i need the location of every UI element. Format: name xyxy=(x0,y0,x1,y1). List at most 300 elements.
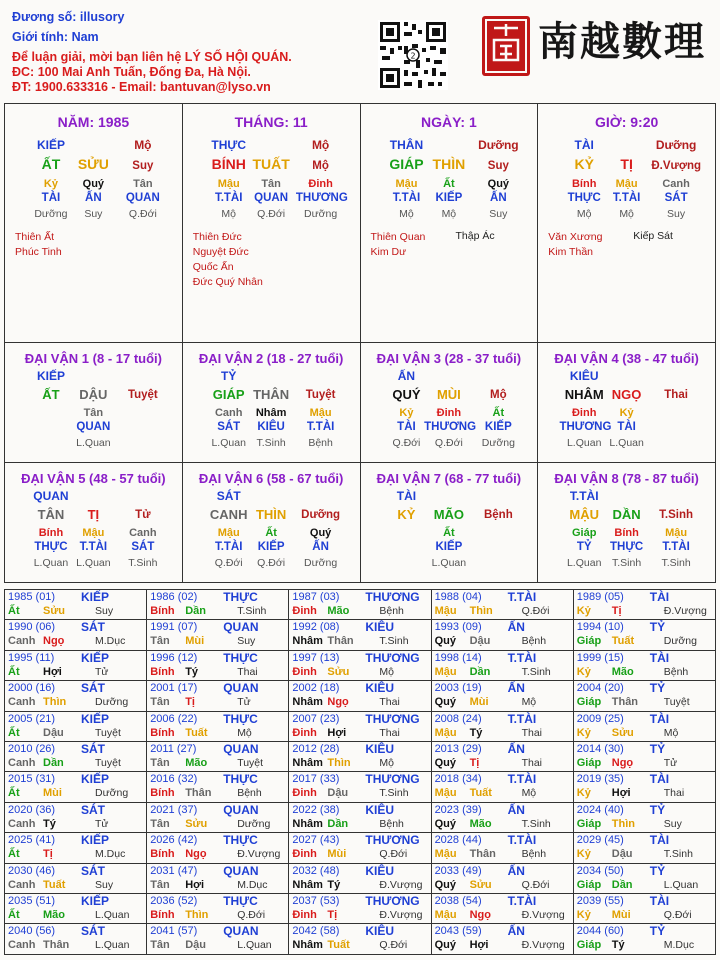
luu-nien-cell xyxy=(431,863,573,893)
luu-nien-cell xyxy=(289,802,431,832)
year-stem: Canh xyxy=(8,939,36,952)
dai-van-god: ẤN xyxy=(397,369,416,383)
dai-van-branch: DẦN xyxy=(612,507,641,522)
year-label: 2014 (30) xyxy=(576,743,624,756)
dai-van-god: T.TÀI xyxy=(569,489,599,503)
dai-van-2 xyxy=(182,343,360,463)
year-phase: T.Sinh xyxy=(663,848,693,861)
year-phase: Mộ xyxy=(237,726,252,739)
hidden-god: ẤN xyxy=(85,192,102,204)
year-stem: Tân xyxy=(150,696,170,709)
year-stem: Nhâm xyxy=(292,635,323,648)
year-branch: Hợi xyxy=(185,878,205,891)
luu-nien-cell xyxy=(5,590,147,620)
hidden-god: KIẾP xyxy=(435,541,463,553)
year-stem: Quý xyxy=(434,696,456,709)
dai-van-8 xyxy=(538,463,716,583)
luu-nien-cell xyxy=(573,650,715,680)
luu-nien-cell xyxy=(431,924,573,955)
year-stem: Mậu xyxy=(434,726,457,739)
year-branch: Thân xyxy=(43,939,70,952)
dai-van-title: ĐẠI VẬN 4 (38 - 47 tuổi) xyxy=(554,351,699,366)
luu-nien-cell xyxy=(5,711,147,741)
year-phase: Tuyệt xyxy=(95,726,121,739)
gioi-tinh: Giới tính: Nam xyxy=(12,30,99,44)
year-god: THỰC xyxy=(223,711,258,726)
year-phase: M.Dục xyxy=(95,635,126,648)
year-label: 1997 (13) xyxy=(292,651,340,664)
year-stem: Nhâm xyxy=(292,817,323,830)
pillar-state: Mộ xyxy=(134,138,152,152)
year-god: ẤN xyxy=(507,742,525,757)
year-phase: Mộ xyxy=(521,787,537,800)
year-label: 2037 (53) xyxy=(292,895,340,908)
year-phase: Dưỡng xyxy=(237,817,271,830)
dai-van-god: KIÊU xyxy=(569,369,599,383)
year-god: THƯƠNG xyxy=(365,650,420,665)
luu-nien-cell xyxy=(289,894,431,924)
luu-nien-cell xyxy=(147,681,289,711)
hidden-stem: Mậu xyxy=(217,178,240,190)
hidden-phase: Q.Đới xyxy=(128,208,157,220)
year-label: 2017 (33) xyxy=(292,773,340,786)
year-stem: Tân xyxy=(150,939,170,952)
year-god: QUAN xyxy=(223,681,259,696)
year-god: THƯƠNG xyxy=(365,894,420,909)
year-phase: Đ.Vượng xyxy=(521,909,565,922)
year-stem: Canh xyxy=(8,757,36,770)
year-stem: Đinh xyxy=(292,665,317,678)
luu-nien-table xyxy=(4,589,716,955)
hidden-god: KIÊU xyxy=(257,421,285,433)
year-stem: Tân xyxy=(150,817,170,830)
year-stem: Mậu xyxy=(434,909,457,922)
hidden-phase: Mộ xyxy=(221,208,236,220)
year-stem: Đinh xyxy=(292,605,317,617)
hidden-phase: Dưỡng xyxy=(481,437,515,449)
year-branch: Dậu xyxy=(611,848,633,861)
year-label: 2040 (56) xyxy=(8,925,56,938)
dai-van-branch: MÃO xyxy=(433,507,465,522)
hidden-phase: T.Sinh xyxy=(128,557,158,569)
star-label: Thiên Ất xyxy=(15,231,55,243)
year-phase: Bệnh xyxy=(663,665,689,678)
hidden-stem: Quý xyxy=(487,178,510,190)
year-stem: Mậu xyxy=(434,787,457,800)
year-god: KIÊU xyxy=(365,802,395,817)
hidden-god: TÀI xyxy=(41,192,61,204)
year-branch: Ngọ xyxy=(611,757,634,770)
luu-nien-cell xyxy=(289,590,431,620)
hidden-phase: Dưỡng xyxy=(304,208,338,220)
dai-van-branch: MÙI xyxy=(436,387,461,402)
year-god: THƯƠNG xyxy=(365,772,420,787)
luu-nien-cell xyxy=(147,620,289,650)
luu-nien-cell xyxy=(289,863,431,893)
year-stem: Giáp xyxy=(576,939,602,952)
luu-nien-cell xyxy=(431,742,573,772)
pillar-state: Dưỡng xyxy=(655,138,697,152)
year-stem: Canh xyxy=(8,635,36,648)
dai-van-title: ĐẠI VẬN 1 (8 - 17 tuổi) xyxy=(24,351,162,366)
year-branch: Mão xyxy=(43,909,65,922)
year-label: 2034 (50) xyxy=(576,864,624,877)
year-phase: Mộ xyxy=(379,665,394,678)
year-label: 2027 (43) xyxy=(292,834,340,847)
dai-van-branch: DẬU xyxy=(79,387,108,402)
year-phase: M.Dục xyxy=(663,939,695,952)
luu-nien-cell xyxy=(573,863,715,893)
year-stem: Mậu xyxy=(434,848,457,861)
year-stem: Bính xyxy=(150,726,175,739)
hidden-god: THỰC xyxy=(34,541,68,553)
year-phase: Dưỡng xyxy=(95,696,129,709)
year-god: T.TÀI xyxy=(507,650,537,665)
pillar-god: KIẾP xyxy=(36,138,65,152)
year-branch: Hợi xyxy=(43,665,62,678)
year-branch: Tý xyxy=(611,939,625,952)
hidden-stem: Mậu xyxy=(395,178,418,190)
year-phase: Tử xyxy=(95,665,109,678)
pillar-stars xyxy=(193,230,263,290)
hidden-god: QUAN xyxy=(76,421,111,433)
year-branch: Thân xyxy=(185,787,212,800)
hidden-phase: Mộ xyxy=(399,208,414,220)
year-phase: Tuyệt xyxy=(663,696,690,709)
year-stem: Đinh xyxy=(292,909,317,922)
luu-nien-cell xyxy=(147,711,289,741)
year-label: 2035 (51) xyxy=(8,895,56,908)
hidden-god: T.TÀI xyxy=(214,192,243,204)
year-branch: Sửu xyxy=(185,817,208,830)
pillar-stem: BÍNH xyxy=(211,156,246,172)
pillar-branch: TUẤT xyxy=(252,156,290,172)
year-branch: Ngọ xyxy=(469,909,491,922)
year-god: TÀI xyxy=(649,894,670,909)
year-phase: Q.Đới xyxy=(379,848,408,861)
pillar-ngay xyxy=(360,104,538,343)
brand-logo: 南越數理 xyxy=(538,18,706,65)
year-branch: Dần xyxy=(469,665,491,678)
hidden-phase: T.Sinh xyxy=(661,557,691,569)
hidden-stem: Kỷ xyxy=(43,178,58,190)
dai-van-state: Tuyệt xyxy=(305,389,336,401)
year-phase: Đ.Vượng xyxy=(379,878,423,891)
year-label: 2001 (17) xyxy=(150,682,198,695)
year-god: THƯƠNG xyxy=(365,833,420,848)
luu-nien-cell xyxy=(5,742,147,772)
star-label: Nguyệt Đức xyxy=(192,246,249,258)
hidden-stem: Giáp xyxy=(571,527,597,539)
year-stem: Nhâm xyxy=(292,757,323,770)
year-phase: Bệnh xyxy=(379,817,404,830)
pillar-branch: TỊ xyxy=(620,156,633,172)
pillar-phase: Suy xyxy=(132,160,154,172)
dai-van-branch: THÂN xyxy=(253,387,290,402)
year-god: THỰC xyxy=(223,772,258,787)
dai-van-state: Tuyệt xyxy=(127,389,158,401)
year-stem: Bính xyxy=(150,665,175,678)
year-phase: Q.Đới xyxy=(379,939,408,952)
luu-nien-cell xyxy=(5,772,147,802)
year-label: 2033 (49) xyxy=(434,864,482,877)
pillar-god: THỰC xyxy=(211,138,246,152)
dai-van-stem: ẤT xyxy=(42,387,60,402)
luu-nien-cell xyxy=(289,742,431,772)
hidden-phase: Q.Đới xyxy=(214,557,243,569)
pillar-thang xyxy=(182,104,360,343)
year-label: 2029 (45) xyxy=(576,834,624,847)
year-stem: Canh xyxy=(8,696,36,709)
year-phase: L.Quan xyxy=(95,909,130,922)
dai-van-god: SÁT xyxy=(216,489,241,503)
year-phase: Đ.Vượng xyxy=(237,848,281,861)
year-branch: Mùi xyxy=(43,787,62,800)
year-stem: Giáp xyxy=(576,696,602,709)
dai-van-title: ĐẠI VẬN 8 (78 - 87 tuổi) xyxy=(554,471,699,486)
year-god: THƯƠNG xyxy=(365,711,420,726)
luu-nien-cell xyxy=(5,681,147,711)
hidden-stem: Kỷ xyxy=(619,407,634,419)
dai-van-state: Tử xyxy=(135,509,151,521)
hidden-god: THƯƠNG xyxy=(424,421,477,433)
year-god: KIẾP xyxy=(81,590,110,604)
year-god: QUAN xyxy=(223,924,259,939)
dai-van-7 xyxy=(360,463,538,583)
hidden-god: T.TÀI xyxy=(79,541,108,553)
hidden-stem: Ất xyxy=(265,527,277,539)
dai-van-title: ĐẠI VẬN 5 (48 - 57 tuổi) xyxy=(21,471,166,486)
year-god: TÀI xyxy=(649,650,670,665)
hidden-stem: Đinh xyxy=(436,407,462,419)
year-stem: Mậu xyxy=(434,605,457,617)
hidden-god: TỶ xyxy=(576,541,592,553)
year-branch: Ngọ xyxy=(185,848,207,861)
year-god: ẤN xyxy=(507,620,525,635)
year-phase: Tử xyxy=(237,696,251,709)
hidden-phase: Dưỡng xyxy=(304,557,338,569)
year-label: 2016 (32) xyxy=(150,773,198,786)
hidden-stem: Canh xyxy=(662,178,690,190)
pillar-stem: GIÁP xyxy=(389,156,424,172)
luu-nien-cell xyxy=(5,894,147,924)
year-stem: Giáp xyxy=(576,817,602,830)
year-branch: Hợi xyxy=(469,939,489,952)
hidden-god: ẤN xyxy=(312,541,329,553)
dai-van-title: ĐẠI VẬN 7 (68 - 77 tuổi) xyxy=(376,471,522,486)
year-stem: Kỷ xyxy=(576,605,591,617)
luu-nien-cell xyxy=(147,742,289,772)
pillar-bad-stars xyxy=(633,230,673,242)
star-label: Kiếp Sát xyxy=(633,230,673,242)
year-label: 2020 (36) xyxy=(8,803,56,816)
year-label: 1985 (01) xyxy=(8,591,56,603)
hidden-stem: Quý xyxy=(82,178,105,190)
year-god: QUAN xyxy=(223,620,259,635)
year-god: ẤN xyxy=(507,863,525,878)
luu-nien-cell xyxy=(573,924,715,955)
year-god: TÀI xyxy=(649,590,670,604)
year-phase: L.Quan xyxy=(663,878,699,891)
dai-van-state: T.Sinh xyxy=(659,509,694,521)
year-phase: Q.Đới xyxy=(521,605,550,617)
year-label: 1995 (11) xyxy=(8,651,55,664)
hidden-god: KIẾP xyxy=(257,541,285,553)
hidden-phase: L.Quan xyxy=(566,437,602,449)
dai-van-4 xyxy=(538,343,716,463)
luu-nien-cell xyxy=(289,924,431,955)
year-label: 1994 (10) xyxy=(576,621,624,634)
year-phase: Tuyệt xyxy=(95,757,121,770)
year-stem: Ất xyxy=(8,726,20,739)
dai-van-branch: TỊ xyxy=(87,507,100,522)
hidden-stem: Bính xyxy=(571,178,597,190)
hidden-phase: L.Quan xyxy=(609,437,644,449)
year-label: 2008 (24) xyxy=(434,712,482,725)
year-branch: Dần xyxy=(185,605,206,617)
star-label: Thiên Đức xyxy=(192,231,242,243)
year-branch: Thìn xyxy=(469,605,493,617)
year-branch: Tuất xyxy=(611,635,635,648)
hidden-phase: Mộ xyxy=(619,208,634,220)
year-branch: Tuất xyxy=(185,726,208,739)
year-label: 1988 (04) xyxy=(434,591,482,603)
year-branch: Dần xyxy=(327,817,349,830)
year-label: 2044 (60) xyxy=(576,925,624,938)
year-phase: T.Sinh xyxy=(237,605,267,617)
year-stem: Giáp xyxy=(576,635,602,648)
year-stem: Quý xyxy=(434,817,456,830)
hidden-phase: Q.Đới xyxy=(434,437,463,449)
luu-nien-cell xyxy=(431,711,573,741)
pillar-phase: Đ.Vượng xyxy=(651,160,702,172)
hidden-god: SÁT xyxy=(664,192,688,204)
year-label: 1986 (02) xyxy=(150,591,198,603)
year-branch: Sửu xyxy=(469,878,492,891)
year-stem: Quý xyxy=(434,939,456,952)
pillar-title: GIỜ: 9:20 xyxy=(594,114,659,130)
year-label: 2031 (47) xyxy=(150,864,198,877)
year-label: 2002 (18) xyxy=(292,682,340,695)
hidden-god: T.TÀI xyxy=(392,192,421,204)
luu-nien-cell xyxy=(573,772,715,802)
year-phase: Suy xyxy=(663,817,682,830)
year-god: THỰC xyxy=(223,650,258,665)
year-phase: T.Sinh xyxy=(521,665,551,678)
dai-van-god: QUAN xyxy=(33,489,69,503)
hidden-stem: Bính xyxy=(38,527,64,539)
year-god: SÁT xyxy=(81,802,105,817)
year-label: 2007 (23) xyxy=(292,712,340,725)
luu-nien-cell xyxy=(289,650,431,680)
tu-tru-table xyxy=(4,103,716,583)
dai-van-stem: GIÁP xyxy=(212,387,245,402)
year-god: SÁT xyxy=(81,620,105,635)
year-branch: Mão xyxy=(327,605,350,617)
year-god: SÁT xyxy=(81,924,105,939)
luu-nien-cell xyxy=(5,802,147,832)
dai-van-stem: CANH xyxy=(209,507,248,522)
year-label: 2024 (40) xyxy=(576,803,624,816)
star-label: Văn Xương xyxy=(548,231,603,243)
luu-nien-cell xyxy=(431,620,573,650)
hidden-god: SÁT xyxy=(217,421,241,433)
hidden-phase: Suy xyxy=(489,208,508,220)
qr-code-icon xyxy=(378,20,448,90)
hidden-phase: Suy xyxy=(667,208,686,220)
dai-van-state: Thai xyxy=(664,389,688,401)
year-stem: Tân xyxy=(150,635,170,648)
year-stem: Kỷ xyxy=(576,726,591,739)
year-stem: Nhâm xyxy=(292,878,323,891)
dai-van-state: Mộ xyxy=(490,389,507,401)
pillar-title: NĂM: 1985 xyxy=(57,114,130,130)
year-branch: Thìn xyxy=(185,909,209,922)
dia-chi: ĐC: 100 Mai Anh Tuấn, Đống Đa, Hà Nội. xyxy=(12,65,251,79)
luu-nien-cell xyxy=(147,924,289,955)
year-god: KIÊU xyxy=(365,863,395,878)
hidden-god: T.TÀI xyxy=(662,541,690,553)
year-phase: Q.Đới xyxy=(521,878,550,891)
year-branch: Mùi xyxy=(185,635,205,648)
year-branch: Tị xyxy=(43,848,53,861)
year-branch: Sửu xyxy=(611,726,634,739)
dai-van-1 xyxy=(5,343,183,463)
year-stem: Kỷ xyxy=(576,787,591,800)
year-stem: Kỷ xyxy=(576,909,591,922)
year-god: ẤN xyxy=(507,924,525,939)
year-branch: Ngọ xyxy=(43,635,65,648)
hidden-stem: Quý xyxy=(309,527,332,539)
luu-nien-cell xyxy=(431,590,573,620)
hidden-god: TÀI xyxy=(617,421,636,433)
pillar-branch: SỬU xyxy=(77,156,109,172)
year-god: KIẾP xyxy=(81,894,110,909)
pillar-god: TÀI xyxy=(574,138,594,152)
luu-nien-cell xyxy=(5,650,147,680)
luu-nien-cell xyxy=(147,772,289,802)
hidden-phase: Bệnh xyxy=(308,437,333,449)
year-god: THỰC xyxy=(223,590,258,604)
hidden-god: THƯƠNG xyxy=(295,192,348,204)
year-phase: Thai xyxy=(663,787,685,800)
hidden-phase: Q.Đới xyxy=(257,208,286,220)
year-phase: M.Dục xyxy=(95,848,126,861)
lien-he: Để luận giải, mời bạn liên hệ LÝ SỐ HỘI QUÁN. xyxy=(12,50,292,64)
pillar-state: Mộ xyxy=(311,138,330,152)
year-god: QUAN xyxy=(223,742,259,757)
year-label: 2026 (42) xyxy=(150,834,198,847)
year-god: QUAN xyxy=(223,863,259,878)
hidden-stem: Mậu xyxy=(615,178,638,190)
hidden-god: QUAN xyxy=(254,192,289,204)
year-phase: Suy xyxy=(95,605,114,617)
year-stem: Nhâm xyxy=(292,939,323,952)
hidden-phase: Dưỡng xyxy=(34,208,68,220)
year-phase: Tử xyxy=(663,757,678,770)
luu-nien-cell xyxy=(5,620,147,650)
year-label: 2043 (59) xyxy=(434,925,482,938)
dai-van-title: ĐẠI VẬN 6 (58 - 67 tuổi) xyxy=(198,471,344,486)
hidden-stem: Mậu xyxy=(665,527,688,539)
hidden-phase: Q.Đới xyxy=(257,557,286,569)
year-god: SÁT xyxy=(81,863,105,878)
dai-van-stem: NHÂM xyxy=(564,387,604,402)
luu-nien-cell xyxy=(431,894,573,924)
year-stem: Đinh xyxy=(292,787,317,800)
hidden-stem: Tân xyxy=(261,178,281,190)
year-god: SÁT xyxy=(81,681,105,696)
